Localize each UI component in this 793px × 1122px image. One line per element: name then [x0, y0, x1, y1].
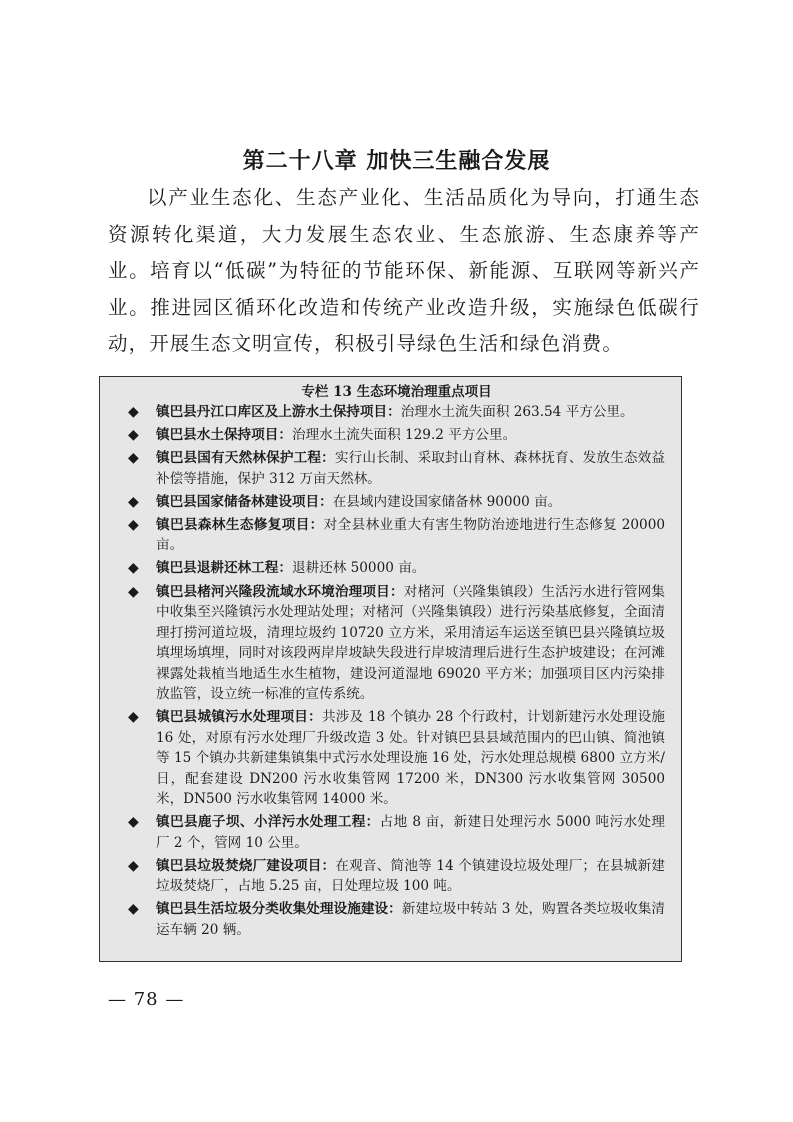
project-list	[128, 402, 665, 940]
project-description: 占地 8 亩，新建日处理污水 5000 吨污水处理厂 2 个，管网 10 公里。	[156, 814, 665, 851]
project-name: 镇巴县国有天然林保护工程：	[156, 450, 335, 467]
diamond-bullet-icon: ◆	[128, 814, 139, 831]
project-item	[128, 425, 665, 446]
project-description: 新建垃圾中转站 3 处，购置各类垃圾收集清运车辆 20 辆。	[156, 901, 666, 938]
project-description: 共涉及 18 个镇办 28 个行政村，计划新建污水处理设施 16 处，对原有污水处理厂升级改造 3 处。针对镇巴县县域范围内的巴山镇、简池镇等 15 个镇办共新建集镇集中式污水处理设施 16 处，污水处理总规模 6800 立方米/日，配套建设 DN200 污水收集管网 17200 米，DN300 污水收集管网 30500 米，DN500 污水收集管网 14000 米。	[156, 709, 665, 808]
intro-paragraph: 以产业生态化、生态产业化、生活品质化为导向，打通生态资源转化渠道，大力发展生态农业、生态旅游、生态康养等产业。培育以“低碳”为特征的节能环保、新能源、互联网等新兴产业。推进园区循环化改造和传统产业改造升级，实施绿色低碳行动，开展生态文明宣传，积极引导绿色生活和绿色消费。	[108, 186, 700, 356]
project-name: 镇巴县鹿子坝、小洋污水处理工程：	[156, 814, 380, 831]
project-item	[128, 899, 665, 940]
project-name: 镇巴县垃圾焚烧厂建设项目：	[156, 857, 336, 874]
box-title: 专栏 13 生态环境治理重点项目	[301, 384, 492, 400]
project-name: 镇巴县楮河兴隆段流域水环境治理项目：	[156, 583, 404, 600]
project-item	[128, 582, 665, 705]
project-description: 退耕还林 50000 亩。	[291, 560, 426, 577]
diamond-bullet-icon: ◆	[128, 709, 139, 726]
chapter-title: 第二十八章 加快三生融合发展	[242, 149, 551, 174]
project-item	[128, 856, 665, 897]
project-description: 治理水土流失面积 263.54 平方公里。	[400, 404, 634, 420]
project-item	[128, 492, 665, 513]
project-description: 在县域内建设国家储备林 90000 亩。	[332, 493, 562, 510]
project-name: 镇巴县水土保持项目：	[156, 427, 292, 444]
diamond-bullet-icon: ◆	[128, 857, 139, 874]
project-description: 在观音、简池等 14 个镇建设垃圾处理厂；在县城新建垃圾焚烧厂，占地 5.25 亩，日处理垃圾 100 吨。	[156, 857, 665, 895]
diamond-bullet-icon: ◆	[128, 427, 139, 444]
diamond-bullet-icon: ◆	[128, 450, 139, 467]
project-description: 对楮河（兴隆集镇段）生活污水进行管网集中收集至兴隆镇污水处理站处理；对楮河（兴隆集镇段）进行污染基底修复，全面清理打捞河道垃圾，清理垃圾约 10720 立方米，采用清运车运送至镇巴县兴隆镇垃圾填埋场填埋，同时对该段两岸岸坡缺失段进行岸坡清理后进行生态护坡建设；在河滩裸露处栽植当地适生水生植物，建设河道湿地 69020 平方米；加强项目区内污染排放监管，设立统一标准的宣传系统。	[156, 583, 665, 703]
project-description: 对全县林业重大有害生物防治迹地进行生态修复 20000 亩。	[156, 516, 665, 554]
project-item	[128, 707, 665, 810]
project-description: 实行山长制、采取封山育林、森林抚育、发放生态效益补偿等措施，保护 312 万亩天然林。	[156, 450, 666, 487]
project-item	[128, 448, 665, 489]
diamond-bullet-icon: ◆	[128, 901, 139, 918]
project-description: 治理水土流失面积 129.2 平方公里。	[291, 427, 517, 444]
diamond-bullet-icon: ◆	[128, 404, 139, 420]
diamond-bullet-icon: ◆	[128, 560, 139, 577]
project-item	[128, 515, 665, 556]
project-name: 镇巴县生活垃圾分类收集处理设施建设：	[156, 901, 402, 918]
project-item	[128, 812, 665, 853]
page-number: — 78 —	[108, 989, 185, 1010]
project-item	[128, 558, 665, 579]
project-name: 镇巴县丹江口库区及上游水土保持项目：	[156, 404, 401, 420]
project-box	[99, 376, 682, 962]
project-name: 镇巴县退耕还林工程：	[156, 560, 292, 577]
project-name: 镇巴县森林生态修复项目：	[156, 516, 324, 533]
diamond-bullet-icon: ◆	[128, 583, 139, 600]
project-name: 镇巴县城镇污水处理项目：	[156, 709, 322, 726]
project-item	[128, 402, 665, 423]
diamond-bullet-icon: ◆	[128, 493, 139, 510]
diamond-bullet-icon: ◆	[128, 516, 139, 533]
project-name: 镇巴县国家储备林建设项目：	[156, 493, 333, 510]
